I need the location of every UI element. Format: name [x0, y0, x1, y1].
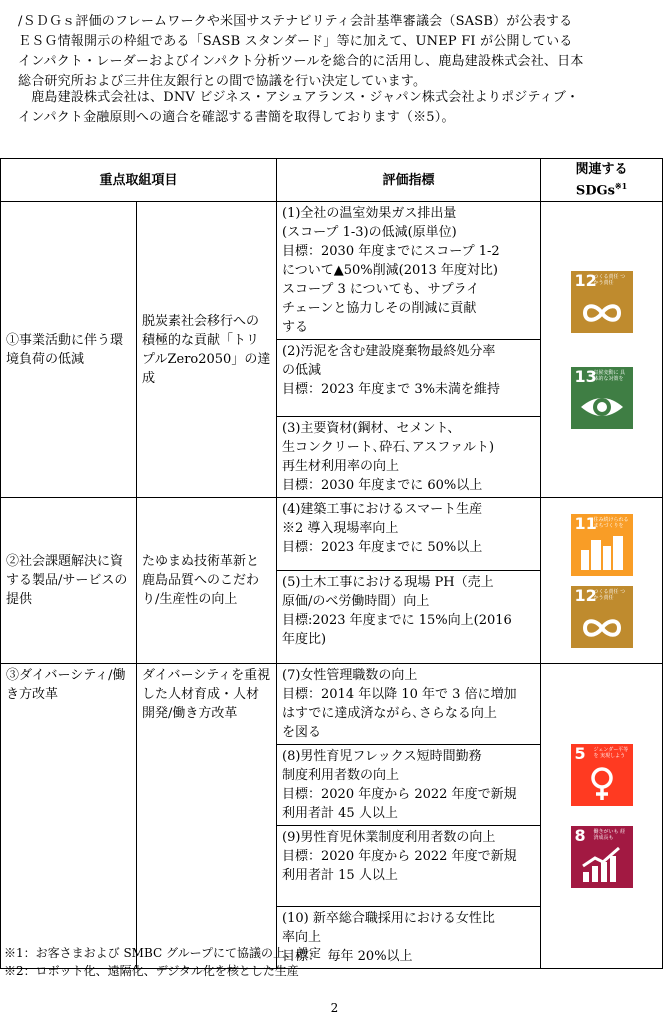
indicator-cell [277, 417, 541, 498]
sdg-number: 8 [574, 826, 586, 846]
sdg-number: 12 [574, 585, 597, 605]
indicator-cell [277, 571, 541, 664]
focus-area-cell: ②社会課題解決に資する製品/サービスの提供 [1, 498, 137, 664]
indicator-line: 目標：2030 年度までにスコープ 1-2 [282, 244, 500, 260]
indicator-line: 生コンクリート､砕石､アスファルト) [282, 440, 495, 456]
footnote: ※1：お客さまおよび SMBC グループにて協議の上、設定 [4, 946, 322, 960]
sdg-13-badge [571, 367, 633, 429]
focus-area-cell: ①事業活動に伴う環境負荷の低減 [1, 202, 137, 498]
indicator-line: を図る [282, 725, 322, 741]
indicator-line: 制度利用者数の向上 [282, 768, 400, 784]
table-row [1, 202, 663, 340]
indicator-line: (4)建築工事におけるスマート生産 [282, 502, 483, 518]
indicator-line: 目標： 毎年 20%以上 [282, 949, 413, 965]
indicator-cell [277, 498, 541, 571]
indicator-line: 利用者計 15 人以上 [282, 868, 398, 884]
infinity-icon [571, 271, 633, 333]
indicator-line: の低減 [282, 363, 322, 379]
sdg-12-badge [571, 271, 633, 333]
sdg-caption: つくる責任 つかう責任 [593, 273, 626, 286]
indicator-cell [277, 826, 541, 907]
header-sdgs-note: ※1 [614, 181, 628, 191]
header-sdgs [541, 159, 663, 202]
gender-icon [571, 744, 633, 806]
indicator-line: 年度比) [282, 632, 327, 648]
indicator-line: スコープ 3 についても、サプライ [282, 282, 480, 298]
sdg-caption: つくる責任 つかう責任 [593, 588, 626, 601]
indicator-line: ※2 導入現場率向上 [282, 521, 399, 537]
indicator-cell [277, 202, 541, 340]
indicator-line: チェーンと協力しその削減に貢献 [282, 301, 477, 317]
sdg-11-badge [571, 514, 633, 576]
indicator-line: (1)全社の温室効果ガス排出量 [282, 206, 457, 222]
indicator-line: (2)汚泥を含む建設廃棄物最終処分率 [282, 344, 496, 360]
text-line: インパクト金融原則への適合を確認する書簡を取得しております（※5）。 [18, 110, 455, 125]
indicator-line: 目標：2020 年度から 2022 年度で新規 [282, 787, 517, 803]
sdg-8-badge [571, 826, 633, 888]
indicator-line: 利用者計 45 人以上 [282, 806, 398, 822]
indicator-line: (5)土木工事における現場 PH（売上 [282, 575, 494, 591]
footnote: ※2：ロボット化、遠隔化、デジタル化を核とした生産 [4, 964, 299, 978]
intro-paragraph [18, 12, 666, 92]
indicator-line: 再生材利用率の向上 [282, 459, 400, 475]
indicator-line: 原価/のべ労働時間）向上 [282, 594, 430, 610]
indicator-line: (スコープ 1-3)の低減(原単位) [282, 225, 457, 241]
sdg-12-badge [571, 586, 633, 648]
indicator-line: はすでに達成済ながら､さらなる向上 [282, 706, 497, 722]
city-icon [571, 514, 633, 576]
sdg-caption: ジェンダー平等を 実現しよう [593, 747, 629, 760]
sdg-number: 13 [574, 366, 597, 386]
sdg-number: 12 [574, 270, 597, 290]
theme-cell: 脱炭素社会移行への積極的な貢献「トリプルZero2050」の達成 [137, 202, 277, 498]
indicator-line: (3)主要資材(鋼材、セメント、 [282, 421, 461, 437]
dnv-paragraph [18, 88, 666, 128]
indicator-line: 目標：2030 年度までに 60%以上 [282, 478, 483, 494]
indicator-cell [277, 340, 541, 417]
sdg-cell [541, 664, 663, 969]
indicator-cell [277, 745, 541, 826]
infinity-icon [571, 586, 633, 648]
sdg-caption: 気候変動に 具体的な対策を [593, 369, 626, 382]
text-line: 鹿島建設株式会社は、DNV ビジネス・アシュアランス・ジャパン株式会社よりポジティブ・ [18, 90, 580, 105]
indicator-line: 目標：2023 年度まで 3%未満を維持 [282, 382, 500, 398]
growth-chart-icon [571, 826, 633, 888]
kpi-table [0, 158, 663, 969]
table-row [1, 664, 663, 745]
sdg-caption: 住み続けられる まちづくりを [593, 516, 629, 529]
sdg-cell [541, 498, 663, 664]
page-number: 2 [330, 1001, 339, 1015]
indicator-line: (8)男性育児フレックス短時間勤務 [282, 749, 482, 765]
indicator-cell [277, 664, 541, 745]
sdg-cell [541, 202, 663, 498]
focus-area-cell: ③ダイバーシティ/働き方改革 [1, 664, 137, 969]
indicator-line: について▲50%削減(2013 年度対比) [282, 263, 499, 279]
sdg-5-badge [571, 744, 633, 806]
table-header-row [1, 159, 663, 202]
theme-cell: ダイバーシティを重視した人材育成・人材開発/働き方改革 [137, 664, 277, 969]
sdg-number: 5 [574, 744, 586, 764]
indicator-line: (9)男性育児休業制度利用者数の向上 [282, 830, 496, 846]
header-indicator: 評価指標 [277, 159, 541, 202]
text-line: 総合研究所および三井住友銀行との間で協議を行い決定しています。 [18, 74, 427, 89]
indicator-line: 目標：2014 年以降 10 年で 3 倍に増加 [282, 687, 517, 703]
text-line: /ＳＤＧｓ評価のフレームワークや米国サステナビリティ会計基準審議会（SASB）が公表する [18, 14, 573, 29]
footnotes [4, 944, 321, 980]
eye-globe-icon [571, 367, 633, 429]
indicator-line: 目標:2023 年度までに 15%向上(2016 [282, 613, 512, 629]
header-sdgs-line2: SDGs [575, 183, 615, 199]
indicator-line: する [282, 320, 309, 336]
header-focus-area: 重点取組項目 [1, 159, 277, 202]
text-line: ＥＳＧ情報開示の枠組である「SASB スタンダード」等に加えて、UNEP FI が公開している [18, 34, 573, 49]
theme-cell: たゆまぬ技術革新と鹿島品質へのこだわり/生産性の向上 [137, 498, 277, 664]
indicator-line: 率向上 [282, 930, 322, 946]
indicator-line: 目標：2023 年度までに 50%以上 [282, 540, 483, 556]
indicator-line: (10) 新卒総合職採用における女性比 [282, 911, 495, 927]
indicator-line: (7)女性管理職数の向上 [282, 668, 418, 684]
indicator-line: 目標：2020 年度から 2022 年度で新規 [282, 849, 517, 865]
table-row [1, 498, 663, 571]
header-sdgs-line1: 関連する [575, 162, 628, 177]
sdg-caption: 働きがいも 経済成長も [593, 829, 626, 842]
sdg-number: 11 [574, 513, 597, 533]
text-line: インパクト・レーダーおよびインパクト分析ツールを総合的に活用し、鹿島建設株式会社、日本 [18, 54, 584, 69]
